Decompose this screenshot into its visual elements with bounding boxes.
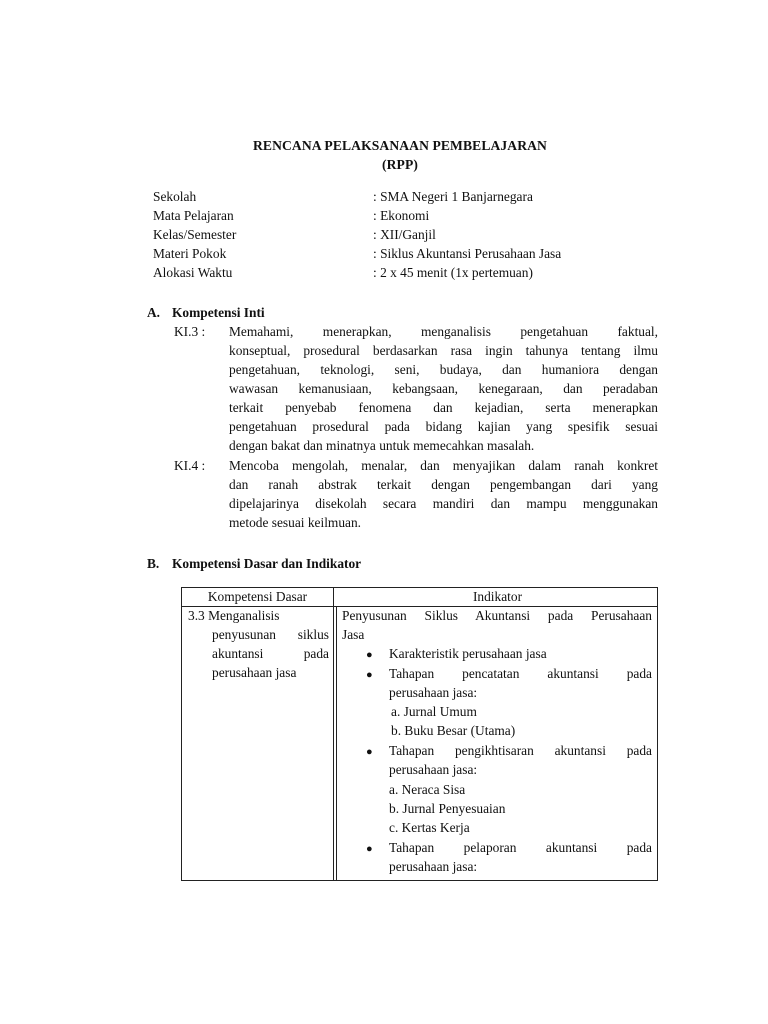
header-row-divider <box>182 606 657 607</box>
header-indikator: Indikator <box>472 589 523 604</box>
kd-line: 3.3 Menganalisis <box>188 608 280 623</box>
bullet-line: Tahapan pelaporan akuntansi pada <box>389 840 652 855</box>
section-title: Kompetensi Dasar dan Indikator <box>172 556 362 571</box>
indikator-intro-line: Penyusunan Siklus Akuntansi pada Perusahaan <box>342 608 652 623</box>
bullet-line: Tahapan pengikhtisaran akuntansi pada <box>389 743 652 758</box>
sub-item: b. Buku Besar (Utama) <box>391 723 516 738</box>
bullet-dot: ● <box>366 649 373 661</box>
kd-line: perusahaan jasa <box>212 665 297 680</box>
ki3-line: Memahami, menerapkan, menganalisis pengetahuan faktual, <box>229 324 658 339</box>
info-row-sekolah <box>153 189 713 208</box>
sub-item: b. Jurnal Penyesuaian <box>389 801 506 816</box>
info-label: Materi Pokok <box>153 246 227 261</box>
ki3-line: konseptual, prosedural berdasarkan rasa ingin tahunya tentang ilmu <box>229 343 658 358</box>
info-label: Alokasi Waktu <box>153 265 233 280</box>
ki3-line: wawasan kemanusiaan, kebangsaan, kenegaraan, dan peradaban <box>229 381 658 396</box>
info-row-kelas-semester <box>153 227 713 246</box>
info-value: : Ekonomi <box>373 208 430 223</box>
sub-item: a. Jurnal Umum <box>391 704 477 719</box>
bullet-line: perusahaan jasa: <box>389 685 478 700</box>
info-row-alokasi-waktu <box>153 265 713 284</box>
ki4-line: metode sesuai keilmuan. <box>229 515 362 530</box>
bullet-line: perusahaan jasa: <box>389 762 478 777</box>
bullet-dot: ● <box>366 746 373 758</box>
ki4-line: Mencoba mengolah, menalar, dan menyajikan dalam ranah konkret <box>229 458 658 473</box>
section-letter: A. <box>147 305 161 320</box>
sub-item: a. Neraca Sisa <box>389 782 466 797</box>
info-row-materi-pokok <box>153 246 713 265</box>
ki3-line: pengetahuan, teknologi, seni, budaya, dan humaniora dengan <box>229 362 658 377</box>
ki4-code: KI.4 : <box>174 458 206 473</box>
info-label: Kelas/Semester <box>153 227 237 242</box>
ki3-line: pengetahuan prosedural pada bidang kajian yang spesifik sesuai <box>229 419 658 434</box>
info-value: : 2 x 45 menit (1x pertemuan) <box>373 265 533 280</box>
bullet-line: Tahapan pencatatan akuntansi pada <box>389 666 652 681</box>
section-b-heading <box>147 556 361 572</box>
bullet-line: Karakteristik perusahaan jasa <box>389 646 547 661</box>
bullet-dot: ● <box>366 843 373 855</box>
info-label: Sekolah <box>153 189 197 204</box>
ki4-line: dipelajarinya disekolah secara mandiri dan mampu menggunakan <box>229 496 658 511</box>
section-a-heading <box>147 305 265 321</box>
sub-item: c. Kertas Kerja <box>389 820 470 835</box>
bullet-line: perusahaan jasa: <box>389 859 478 874</box>
column-divider <box>336 606 337 880</box>
kompetensi-indikator-table <box>181 587 658 881</box>
header-kompetensi-dasar: Kompetensi Dasar <box>207 589 308 604</box>
bullet-dot: ● <box>366 669 373 681</box>
ki3-line: terkait penyebab fenomena dan kejadian, serta menerapkan <box>229 400 658 415</box>
column-divider <box>333 588 334 880</box>
info-value: : SMA Negeri 1 Banjarnegara <box>373 189 533 204</box>
info-row-mata-pelajaran <box>153 208 713 227</box>
indikator-intro-line: Jasa <box>342 627 365 642</box>
info-value: : Siklus Akuntansi Perusahaan Jasa <box>373 246 562 261</box>
kd-line: penyusunan siklus <box>212 627 329 642</box>
info-value: : XII/Ganjil <box>373 227 436 242</box>
ki3-line: dengan bakat dan minatnya untuk memecahkan masalah. <box>229 438 535 453</box>
section-title: Kompetensi Inti <box>172 305 265 320</box>
ki3-code: KI.3 : <box>174 324 206 339</box>
kd-line: akuntansi pada <box>212 646 329 661</box>
ki4-line: dan ranah abstrak terkait dengan pengembangan dari yang <box>229 477 658 492</box>
info-label: Mata Pelajaran <box>153 208 234 223</box>
document-title: RENCANA PELAKSANAAN PEMBELAJARAN <box>253 138 547 153</box>
section-letter: B. <box>147 556 160 571</box>
document-subtitle: (RPP) <box>382 157 418 172</box>
